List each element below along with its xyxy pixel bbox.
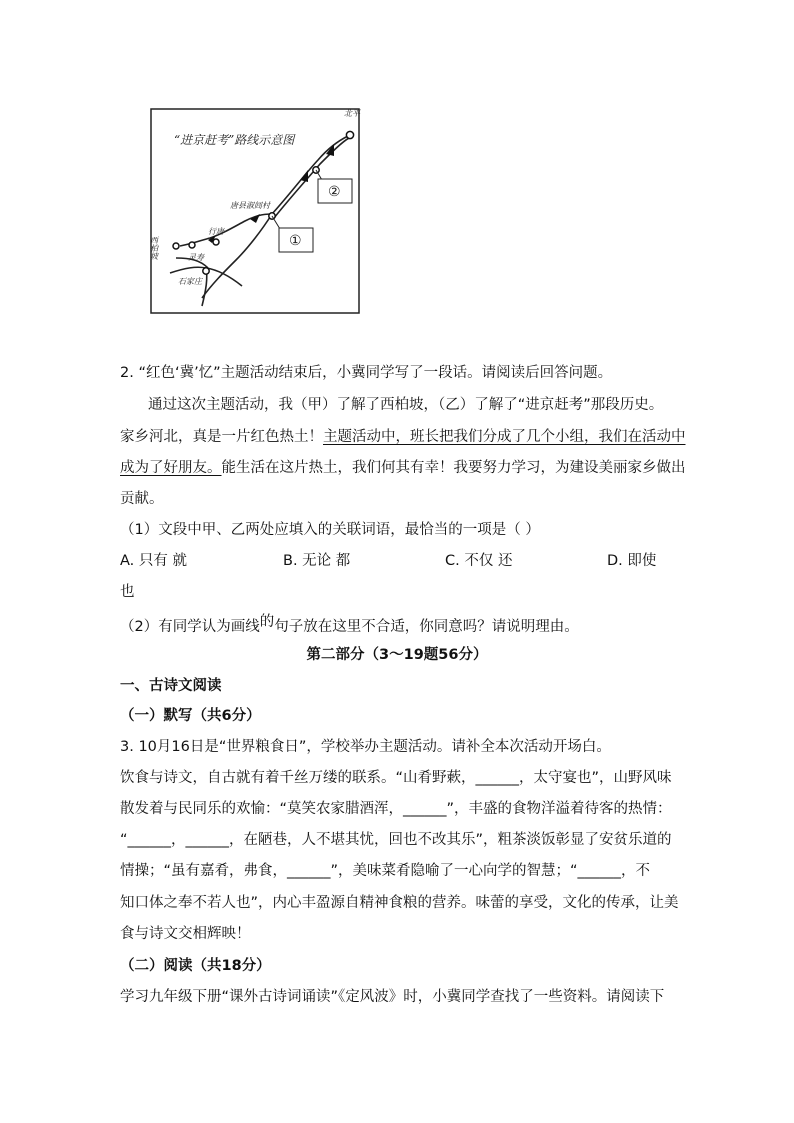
q2-option-a[interactable]: A. 只有 就 <box>120 553 187 569</box>
q2-para-line4: 贡献。 <box>120 491 164 507</box>
part2-title: 第二部分（3～19题56分） <box>306 647 488 663</box>
q2-option-c[interactable]: C. 不仅 还 <box>445 553 513 569</box>
q3-para-line4: 情操；“虽有嘉肴，弗食，______”，美味菜肴隐喻了一心向学的智慧；“______，不 <box>120 863 651 879</box>
q2-option-b[interactable]: B. 无论 都 <box>283 553 351 569</box>
place-beiping: 北平 <box>344 109 360 118</box>
q2-sub2 <box>120 614 579 637</box>
q2-sub1: （1）文段中甲、乙两处应填入的关联词语，最恰当的一项是（ ） <box>120 522 540 538</box>
place-lingshou: 灵寿 <box>188 253 204 262</box>
marker-1-label: ① <box>289 233 302 249</box>
route-map <box>150 108 362 316</box>
place-xibaipo: 西柏坡 <box>150 236 159 260</box>
q2-option-d-cont: 也 <box>120 584 135 600</box>
section-ancient-poetry: 一、古诗文阅读 <box>120 678 222 694</box>
route-arrows <box>208 144 334 243</box>
q2-sub2-a: （2）有同学认为画线 <box>120 619 260 635</box>
q3-para-line3: “______，______，在陋巷，人不堪其忧，回也不改其乐”，粗茶淡饭彰显了安贫乐道的 <box>120 832 672 848</box>
q3-para-line2: 散发着与民同乐的欢愉：“莫笑农家腊酒浑，______”，丰盛的食物洋溢着待客的热情： <box>120 801 672 817</box>
reading-intro: 学习九年级下册“课外古诗词诵读”《定风波》时，小冀同学查找了一些资料。请阅读下 <box>120 989 665 1005</box>
q2-para-line2-a: 家乡河北，真是一片红色热土！ <box>120 429 323 445</box>
q2-underlined-sentence-part2: 成为了好朋友。 <box>120 460 222 476</box>
subsection-reading: （二）阅读（共18分） <box>120 958 271 974</box>
q2-para-line3-b: 能生活在这片热土，我们何其有幸！我要努力学习，为建设美丽家乡做出 <box>221 460 686 476</box>
q2-sub2-b: 的 <box>259 614 275 630</box>
q3-para-line6: 食与诗文交相辉映！ <box>120 926 251 942</box>
q2-sub2-c: 句子放在这里不合适，你同意吗？请说明理由。 <box>274 619 579 635</box>
q3-prompt: 3. 10月16日是“世界粮食日”，学校举办主题活动。请补全本次活动开场白。 <box>120 739 611 755</box>
place-shijiazhuang: 石家庄 <box>178 277 202 286</box>
q2-underlined-sentence-part1: 主题活动中，班长把我们分成了几个小组，我们在活动中 <box>323 429 686 445</box>
map-title: “进京赶考”路线示意图 <box>174 133 295 147</box>
place-tangxian: 唐县淑闾村 <box>230 201 270 210</box>
marker-2-label: ② <box>328 184 341 200</box>
q2-para-line1: 通过这次主题活动，我（甲）了解了西柏坡，（乙）了解了“进京赶考”那段历史。 <box>148 397 664 413</box>
subsection-dictation: （一）默写（共6分） <box>120 708 261 724</box>
q2-para-line3 <box>120 458 686 478</box>
q3-para-line5: 知口体之奉不若人也”，内心丰盈源自精神食粮的营养。味蕾的享受，文化的传承，让美 <box>120 895 679 911</box>
q3-para-line1: 饮食与诗文，自古就有着千丝万缕的联系。“山肴野蔌，______，太守宴也”，山野风味 <box>120 770 672 786</box>
marker-leaders <box>272 170 322 229</box>
q2-para-line2 <box>120 427 686 447</box>
q2-option-d[interactable]: D. 即使 <box>607 553 657 569</box>
q2-prompt: 2. “红色‘冀’忆”主题活动结束后，小冀同学写了一段话。请阅读后回答问题。 <box>120 365 613 381</box>
place-hangtang: 行唐 <box>208 227 224 236</box>
